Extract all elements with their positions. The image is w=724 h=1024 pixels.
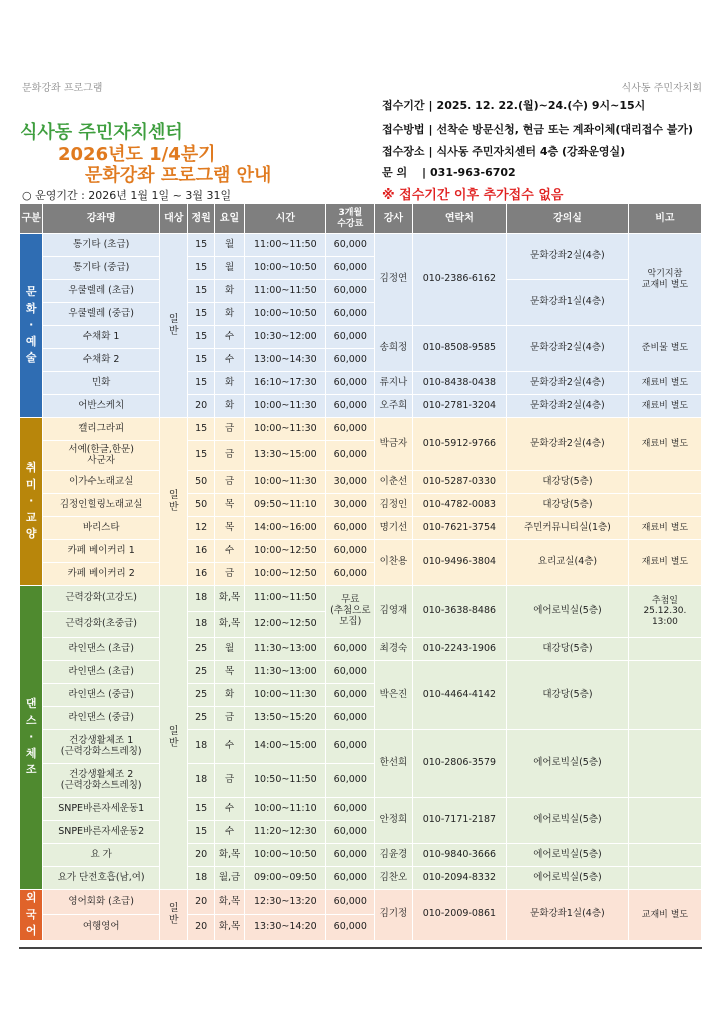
- note-cell: [628, 471, 701, 494]
- table-row: [20, 372, 702, 395]
- col-header-capacity: 정원: [188, 204, 214, 234]
- course-name: 이가수노래교실: [43, 471, 160, 494]
- teacher-cell: 최경숙: [375, 638, 413, 661]
- phone-cell: 010-7171-2187: [412, 798, 506, 844]
- target-label: 일반: [168, 903, 179, 926]
- room-cell: 문화강좌2실(4층): [507, 234, 629, 280]
- top-left-label: 문화강좌 프로그램: [22, 83, 103, 94]
- day-cell: 수: [214, 730, 244, 764]
- fee-cell: 60,000: [326, 638, 375, 661]
- course-name: 어반스케치: [43, 395, 160, 418]
- time-cell: 10:30~12:00: [245, 326, 326, 349]
- room-cell: 문화강좌1실(4층): [507, 890, 629, 941]
- course-name: SNPE바른자세운동1: [43, 798, 160, 821]
- category-label: 댄스·체조: [25, 697, 37, 777]
- phone-cell: 010-2781-3204: [412, 395, 506, 418]
- capacity-cell: 16: [188, 563, 214, 586]
- note-cell: [628, 638, 701, 661]
- course-name: 카페 베이커리 2: [43, 563, 160, 586]
- fee-cell: 60,000: [326, 372, 375, 395]
- time-cell: 09:50~11:10: [245, 494, 326, 517]
- top-right-label: 식사동 주민자치회: [621, 83, 702, 94]
- reg-place-label: 접수장소: [382, 145, 425, 158]
- teacher-cell: 김윤경: [375, 844, 413, 867]
- time-cell: 10:00~12:50: [245, 540, 326, 563]
- room-cell: 에어로빅실(5층): [507, 844, 629, 867]
- time-cell: 10:50~11:50: [245, 764, 326, 798]
- note-cell: 교재비 별도: [628, 890, 701, 941]
- capacity-cell: 18: [188, 867, 214, 890]
- category-cell: [20, 890, 43, 941]
- bottom-divider: [19, 947, 702, 949]
- room-cell: 에어로빅실(5층): [507, 798, 629, 844]
- table-row: [20, 471, 702, 494]
- day-cell: 수: [214, 821, 244, 844]
- fee-cell: 60,000: [326, 303, 375, 326]
- course-name: 카페 베이커리 1: [43, 540, 160, 563]
- day-cell: 월,금: [214, 867, 244, 890]
- room-cell: 대강당(5층): [507, 638, 629, 661]
- time-cell: 11:00~11:50: [245, 280, 326, 303]
- day-cell: 월: [214, 638, 244, 661]
- table-row: [20, 844, 702, 867]
- capacity-cell: 20: [188, 915, 214, 940]
- day-cell: 금: [214, 707, 244, 730]
- table-row: [20, 730, 702, 764]
- time-cell: 10:00~11:30: [245, 684, 326, 707]
- phone-cell: 010-3638-8486: [412, 586, 506, 638]
- target-cell: [160, 586, 188, 890]
- note-cell: 재료비 별도: [628, 418, 701, 471]
- capacity-cell: 18: [188, 586, 214, 612]
- col-header-teacher: 강사: [375, 204, 413, 234]
- capacity-cell: 15: [188, 349, 214, 372]
- time-cell: 13:30~14:20: [245, 915, 326, 940]
- time-cell: 10:00~10:50: [245, 303, 326, 326]
- capacity-cell: 25: [188, 684, 214, 707]
- category-label: 외국어: [25, 891, 37, 937]
- day-cell: 월: [214, 234, 244, 257]
- program-title: 문화강좌 프로그램 안내: [85, 165, 272, 186]
- col-header-fee: 3개월 수강료: [326, 204, 375, 234]
- course-name: 라인댄스 (초급): [43, 638, 160, 661]
- time-cell: 14:00~15:00: [245, 730, 326, 764]
- time-cell: 10:00~11:30: [245, 418, 326, 441]
- course-name: 민화: [43, 372, 160, 395]
- col-header-target: 대상: [160, 204, 188, 234]
- day-cell: 금: [214, 764, 244, 798]
- course-name: 근력강화(고강도): [43, 586, 160, 612]
- room-cell: 문화강좌1실(4층): [507, 280, 629, 326]
- fee-cell: 60,000: [326, 257, 375, 280]
- course-name: 라인댄스 (초급): [43, 661, 160, 684]
- teacher-cell: 명기선: [375, 517, 413, 540]
- table-row: [20, 280, 702, 303]
- note-cell: 준비물 별도: [628, 326, 701, 372]
- course-name: 요가 단전호흡(남,여): [43, 867, 160, 890]
- capacity-cell: 20: [188, 844, 214, 867]
- note-cell: [628, 798, 701, 844]
- room-cell: 대강당(5층): [507, 471, 629, 494]
- fee-cell: 60,000: [326, 798, 375, 821]
- category-cell: [20, 418, 43, 586]
- room-cell: 문화강좌2실(4층): [507, 418, 629, 471]
- note-cell: 재료비 별도: [628, 540, 701, 586]
- col-header-day: 요일: [214, 204, 244, 234]
- teacher-cell: 김정인: [375, 494, 413, 517]
- day-cell: 목: [214, 517, 244, 540]
- note-cell: 재료비 별도: [628, 372, 701, 395]
- teacher-cell: 박금자: [375, 418, 413, 471]
- capacity-cell: 15: [188, 418, 214, 441]
- fee-cell: 60,000: [326, 418, 375, 441]
- table-row: [20, 418, 702, 441]
- phone-cell: 010-4782-0083: [412, 494, 506, 517]
- course-name: 우쿨렐레 (중급): [43, 303, 160, 326]
- fee-cell: 60,000: [326, 915, 375, 940]
- day-cell: 금: [214, 563, 244, 586]
- course-name: 김정인힐링노래교실: [43, 494, 160, 517]
- phone-cell: 010-9840-3666: [412, 844, 506, 867]
- room-cell: 대강당(5층): [507, 494, 629, 517]
- table-row: [20, 234, 702, 257]
- room-cell: 요리교실(4층): [507, 540, 629, 586]
- course-name: 여행영어: [43, 915, 160, 940]
- phone-cell: 010-2243-1906: [412, 638, 506, 661]
- fee-cell: 60,000: [326, 890, 375, 915]
- time-cell: 13:50~15:20: [245, 707, 326, 730]
- phone-cell: 010-2806-3579: [412, 730, 506, 798]
- capacity-cell: 15: [188, 821, 214, 844]
- fee-cell: 60,000: [326, 441, 375, 471]
- room-cell: 문화강좌2실(4층): [507, 395, 629, 418]
- time-cell: 11:30~13:00: [245, 661, 326, 684]
- target-cell: [160, 418, 188, 586]
- room-cell: 대강당(5층): [507, 661, 629, 730]
- capacity-cell: 15: [188, 798, 214, 821]
- time-cell: 11:30~13:00: [245, 638, 326, 661]
- fee-cell: 60,000: [326, 517, 375, 540]
- capacity-cell: 50: [188, 494, 214, 517]
- table-row: [20, 867, 702, 890]
- teacher-cell: 박은진: [375, 661, 413, 730]
- teacher-cell: 한선희: [375, 730, 413, 798]
- capacity-cell: 25: [188, 707, 214, 730]
- col-header-time: 시간: [245, 204, 326, 234]
- table-row: [20, 517, 702, 540]
- col-header-room: 강의실: [507, 204, 629, 234]
- capacity-cell: 15: [188, 257, 214, 280]
- room-cell: 에어로빅실(5층): [507, 730, 629, 798]
- capacity-cell: 25: [188, 661, 214, 684]
- course-name: 수채화 2: [43, 349, 160, 372]
- day-cell: 화,목: [214, 612, 244, 638]
- capacity-cell: 18: [188, 764, 214, 798]
- reg-period-value: 2025. 12. 22.(월)~24.(수) 9시~15시: [436, 99, 646, 112]
- category-cell: [20, 234, 43, 418]
- phone-cell: 010-2009-0861: [412, 890, 506, 941]
- room-cell: 주민커뮤니티실(1층): [507, 517, 629, 540]
- col-header-note: 비고: [628, 204, 701, 234]
- fee-cell: 60,000: [326, 730, 375, 764]
- course-name: 라인댄스 (중급): [43, 707, 160, 730]
- day-cell: 목: [214, 494, 244, 517]
- time-cell: 13:00~14:30: [245, 349, 326, 372]
- time-cell: 09:00~09:50: [245, 867, 326, 890]
- note-cell: 악기지참 교재비 별도: [628, 234, 701, 326]
- capacity-cell: 15: [188, 441, 214, 471]
- capacity-cell: 15: [188, 303, 214, 326]
- target-label: 일반: [168, 314, 179, 337]
- capacity-cell: 25: [188, 638, 214, 661]
- time-cell: 10:00~11:30: [245, 471, 326, 494]
- fee-cell: 60,000: [326, 234, 375, 257]
- day-cell: 화: [214, 395, 244, 418]
- day-cell: 금: [214, 441, 244, 471]
- reg-period-label: 접수기간: [382, 99, 425, 112]
- fee-cell: 60,000: [326, 349, 375, 372]
- teacher-cell: 안정희: [375, 798, 413, 844]
- table-header-row: [20, 204, 702, 234]
- day-cell: 금: [214, 418, 244, 441]
- teacher-cell: 김기정: [375, 890, 413, 941]
- day-cell: 수: [214, 540, 244, 563]
- target-cell: [160, 234, 188, 418]
- table-row: [20, 890, 702, 915]
- teacher-cell: 이찬용: [375, 540, 413, 586]
- course-name: 건강생활체조 2 (근력강화스트레칭): [43, 764, 160, 798]
- inquiry-line: 문 의 | 031-963-6702: [382, 166, 516, 179]
- course-name: 캘리그라피: [43, 418, 160, 441]
- table-row: [20, 540, 702, 563]
- course-name: 바리스타: [43, 517, 160, 540]
- phone-cell: 010-9496-3804: [412, 540, 506, 586]
- reg-method-value: 선착순 방문신청, 현금 또는 계좌이체(대리접수 불가): [436, 123, 694, 136]
- capacity-cell: 18: [188, 730, 214, 764]
- capacity-cell: 18: [188, 612, 214, 638]
- time-cell: 11:20~12:30: [245, 821, 326, 844]
- day-cell: 화,목: [214, 915, 244, 940]
- course-name: 영어회화 (초급): [43, 890, 160, 915]
- category-cell: [20, 586, 43, 890]
- note-cell: [628, 661, 701, 730]
- phone-cell: 010-2094-8332: [412, 867, 506, 890]
- fee-cell: 60,000: [326, 684, 375, 707]
- day-cell: 수: [214, 326, 244, 349]
- course-name: 라인댄스 (중급): [43, 684, 160, 707]
- teacher-cell: 류지나: [375, 372, 413, 395]
- time-cell: 10:00~11:10: [245, 798, 326, 821]
- day-cell: 화: [214, 303, 244, 326]
- phone-cell: 010-8438-0438: [412, 372, 506, 395]
- day-cell: 화,목: [214, 844, 244, 867]
- day-cell: 금: [214, 471, 244, 494]
- fee-cell: 무료 (추첨으로 모집): [326, 586, 375, 638]
- capacity-cell: 15: [188, 372, 214, 395]
- reg-place-value: 식사동 주민자치센터 4층 (강좌운영실): [436, 145, 626, 158]
- room-cell: 문화강좌2실(4층): [507, 372, 629, 395]
- target-label: 일반: [168, 490, 179, 513]
- fee-cell: 60,000: [326, 540, 375, 563]
- fee-cell: 30,000: [326, 471, 375, 494]
- fee-cell: 60,000: [326, 395, 375, 418]
- room-cell: 에어로빅실(5층): [507, 586, 629, 638]
- reg-place-line: 접수장소 | 식사동 주민자치센터 4층 (강좌운영실): [382, 145, 626, 158]
- course-name: 건강생활체조 1 (근력강화스트레칭): [43, 730, 160, 764]
- table-row: [20, 395, 702, 418]
- day-cell: 화,목: [214, 586, 244, 612]
- course-name: 통기타 (초급): [43, 234, 160, 257]
- fee-cell: 60,000: [326, 844, 375, 867]
- operation-period: ○ 운영기간 : 2026년 1월 1일 ~ 3월 31일: [22, 189, 232, 202]
- note-cell: [628, 730, 701, 798]
- phone-cell: 010-5912-9766: [412, 418, 506, 471]
- teacher-cell: 이춘선: [375, 471, 413, 494]
- phone-cell: 010-7621-3754: [412, 517, 506, 540]
- day-cell: 수: [214, 798, 244, 821]
- capacity-cell: 15: [188, 326, 214, 349]
- org-title: 식사동 주민자치센터: [20, 122, 183, 143]
- table-row: [20, 661, 702, 684]
- program-table: [19, 203, 702, 941]
- capacity-cell: 15: [188, 280, 214, 303]
- capacity-cell: 20: [188, 395, 214, 418]
- time-cell: 10:00~10:50: [245, 844, 326, 867]
- course-name: 근력강화(초중급): [43, 612, 160, 638]
- fee-cell: 60,000: [326, 764, 375, 798]
- course-name: 수채화 1: [43, 326, 160, 349]
- fee-cell: 60,000: [326, 563, 375, 586]
- notice-text: ※ 접수기간 이후 추가접수 없음: [382, 188, 564, 203]
- teacher-cell: 김영재: [375, 586, 413, 638]
- phone-cell: 010-5287-0330: [412, 471, 506, 494]
- note-cell: 재료비 별도: [628, 517, 701, 540]
- course-name: 우쿨렐레 (초급): [43, 280, 160, 303]
- capacity-cell: 15: [188, 234, 214, 257]
- target-label: 일반: [168, 726, 179, 749]
- teacher-cell: 송희정: [375, 326, 413, 372]
- note-cell: 추첨일 25.12.30. 13:00: [628, 586, 701, 638]
- table-row: [20, 586, 702, 612]
- fee-cell: 30,000: [326, 494, 375, 517]
- col-header-category: 구분: [20, 204, 43, 234]
- target-cell: [160, 890, 188, 941]
- table-row: [20, 638, 702, 661]
- time-cell: 11:00~11:50: [245, 586, 326, 612]
- capacity-cell: 50: [188, 471, 214, 494]
- fee-cell: 60,000: [326, 707, 375, 730]
- day-cell: 목: [214, 661, 244, 684]
- category-label: 취미·교양: [25, 461, 37, 541]
- capacity-cell: 12: [188, 517, 214, 540]
- reg-method-label: 접수방법: [382, 123, 425, 136]
- col-header-phone: 연락처: [412, 204, 506, 234]
- table-row: [20, 494, 702, 517]
- room-cell: 문화강좌2실(4층): [507, 326, 629, 372]
- time-cell: 12:30~13:20: [245, 890, 326, 915]
- fee-cell: 60,000: [326, 280, 375, 303]
- phone-cell: 010-8508-9585: [412, 326, 506, 372]
- day-cell: 화,목: [214, 890, 244, 915]
- col-header-course: 강좌명: [43, 204, 160, 234]
- note-cell: 재료비 별도: [628, 395, 701, 418]
- phone-cell: 010-2386-6162: [412, 234, 506, 326]
- fee-cell: 60,000: [326, 867, 375, 890]
- course-name: 통기타 (중급): [43, 257, 160, 280]
- phone-cell: 010-4464-4142: [412, 661, 506, 730]
- time-cell: 11:00~11:50: [245, 234, 326, 257]
- course-name: 서예(한글,한문) 사군자: [43, 441, 160, 471]
- room-cell: 에어로빅실(5층): [507, 867, 629, 890]
- time-cell: 13:30~15:00: [245, 441, 326, 471]
- day-cell: 월: [214, 257, 244, 280]
- day-cell: 화: [214, 372, 244, 395]
- teacher-cell: 오주희: [375, 395, 413, 418]
- course-name: 요 가: [43, 844, 160, 867]
- reg-period-line: 접수기간 | 2025. 12. 22.(월)~24.(수) 9시~15시: [382, 99, 646, 112]
- category-label: 문화·예술: [25, 285, 37, 365]
- capacity-cell: 20: [188, 890, 214, 915]
- fee-cell: 60,000: [326, 821, 375, 844]
- inquiry-value: 031-963-6702: [430, 166, 516, 179]
- reg-method-line: 접수방법 | 선착순 방문신청, 현금 또는 계좌이체(대리접수 불가): [382, 123, 694, 136]
- note-cell: [628, 844, 701, 867]
- day-cell: 화: [214, 280, 244, 303]
- time-cell: 10:00~10:50: [245, 257, 326, 280]
- teacher-cell: 김정연: [375, 234, 413, 326]
- time-cell: 10:00~11:30: [245, 395, 326, 418]
- table-row: [20, 326, 702, 349]
- note-cell: [628, 494, 701, 517]
- inquiry-label: 문 의: [382, 166, 408, 179]
- table-row: [20, 798, 702, 821]
- day-cell: 수: [214, 349, 244, 372]
- day-cell: 화: [214, 684, 244, 707]
- course-name: SNPE바른자세운동2: [43, 821, 160, 844]
- capacity-cell: 16: [188, 540, 214, 563]
- quarter-title: 2026년도 1/4분기: [58, 144, 216, 165]
- teacher-cell: 김찬오: [375, 867, 413, 890]
- time-cell: 16:10~17:30: [245, 372, 326, 395]
- time-cell: 12:00~12:50: [245, 612, 326, 638]
- fee-cell: 60,000: [326, 661, 375, 684]
- time-cell: 14:00~16:00: [245, 517, 326, 540]
- fee-cell: 60,000: [326, 326, 375, 349]
- note-cell: [628, 867, 701, 890]
- time-cell: 10:00~12:50: [245, 563, 326, 586]
